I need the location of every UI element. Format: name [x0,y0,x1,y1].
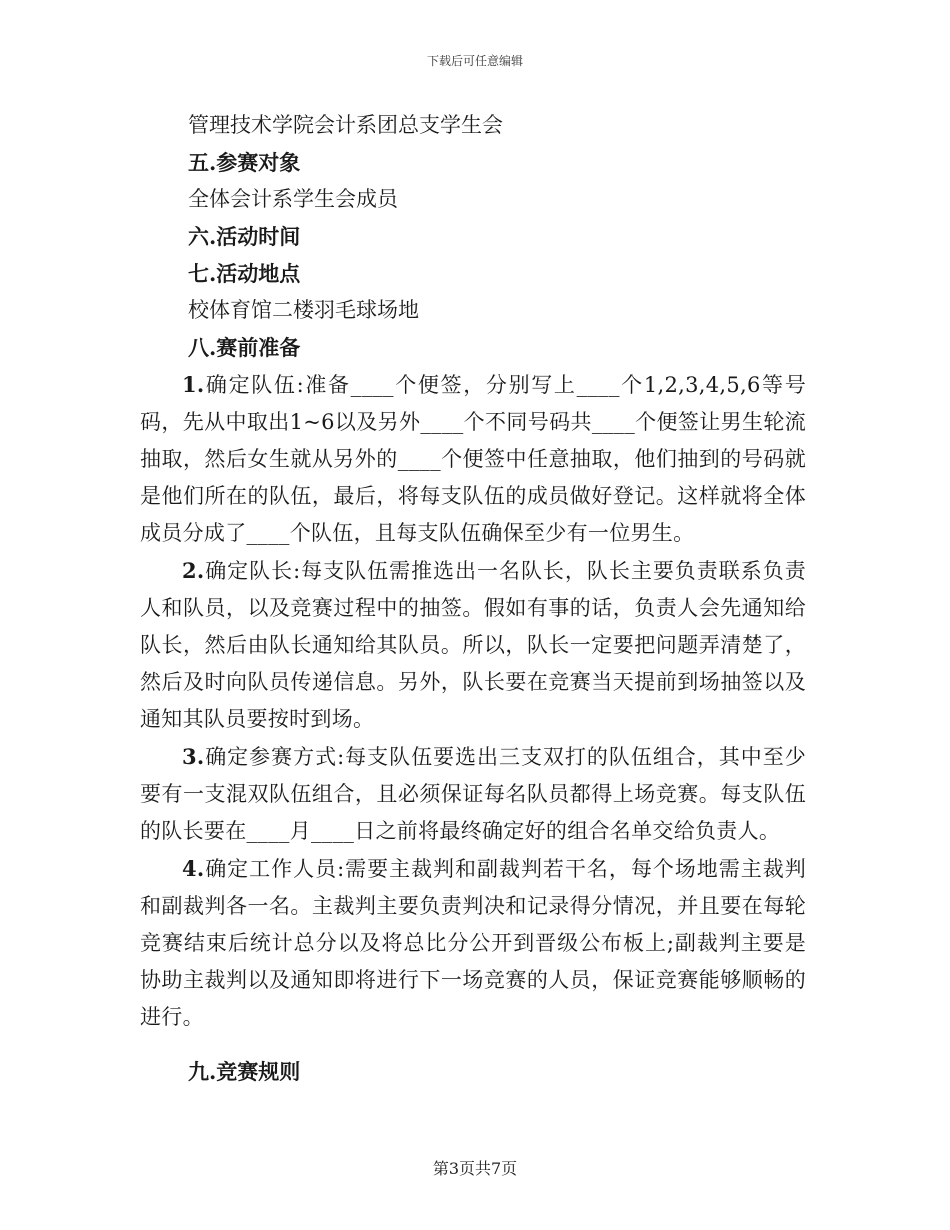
item-text: 确定工作人员:需要主裁判和副裁判若干名，每个场地需主裁判和副裁判各一名。主裁判主要负责判决和记录得分情况，并且要在每轮竞赛结束后统计总分以及将总比分公开到晋级公布板上;副裁判主要是协助主裁判以及通知即将进行下一场竞赛的人员，保证竞赛能够顺畅的进行。 [140,857,806,1029]
item-text: 确定队伍:准备____个便签，分别写上____个1,2,3,4,5,6等号码，先从中取出1~6以及另外____个不同号码共____个便签让男生轮流抽取，然后女生就从另外的____个便签中任意抽取，他们抽到的号码就是他们所在的队伍，最后，将每支队伍的成员做好登记。这样就将全体成员分成了____个队伍，且每支队伍确保至少有一位男生。 [140,373,806,545]
item-text: 确定参赛方式:每支队伍要选出三支双打的队伍组合，其中至少要有一支混双队伍组合，且必须保证每名队员都得上场竞赛。每支队伍的队长要在____月____日之前将最终确定好的组合名单交给负责人。 [140,745,806,843]
preparation-item-4 [140,850,806,1036]
item-number: 1. [182,372,205,397]
preparation-item-3 [140,738,806,850]
item-number: 3. [182,744,205,769]
page-footer: 第3页共7页 [432,1159,518,1178]
item-number: 2. [182,558,205,583]
section-heading-participants: 五.参赛对象 [188,150,301,175]
section-heading-time: 六.活动时间 [188,224,301,249]
location-line: 校体育馆二楼羽毛球场地 [188,298,419,322]
document-body [140,107,806,1090]
item-text: 确定队长:每支队伍需推选出一名队长，队长主要负责联系负责人和队员，以及竞赛过程中的抽签。假如有事的话，负责人会先通知给队长，然后由队长通知给其队员。所以，队长一定要把问题弄清楚了，然后及时向队员传递信息。另外，队长要在竞赛当天提前到场抽签以及通知其队员要按时到场。 [140,559,806,731]
item-number: 4. [182,856,205,881]
organizer-line: 管理技术学院会计系团总支学生会 [188,113,503,137]
spacer [140,1036,806,1053]
preparation-item-2 [140,552,806,738]
section-heading-rules: 九.竞赛规则 [188,1059,301,1084]
section-heading-preparation: 八.赛前准备 [188,335,301,360]
page-header: 下载后可任意编辑 [426,54,523,68]
preparation-item-1 [140,366,806,552]
participants-line: 全体会计系学生会成员 [188,187,398,211]
section-heading-location: 七.活动地点 [188,261,301,286]
